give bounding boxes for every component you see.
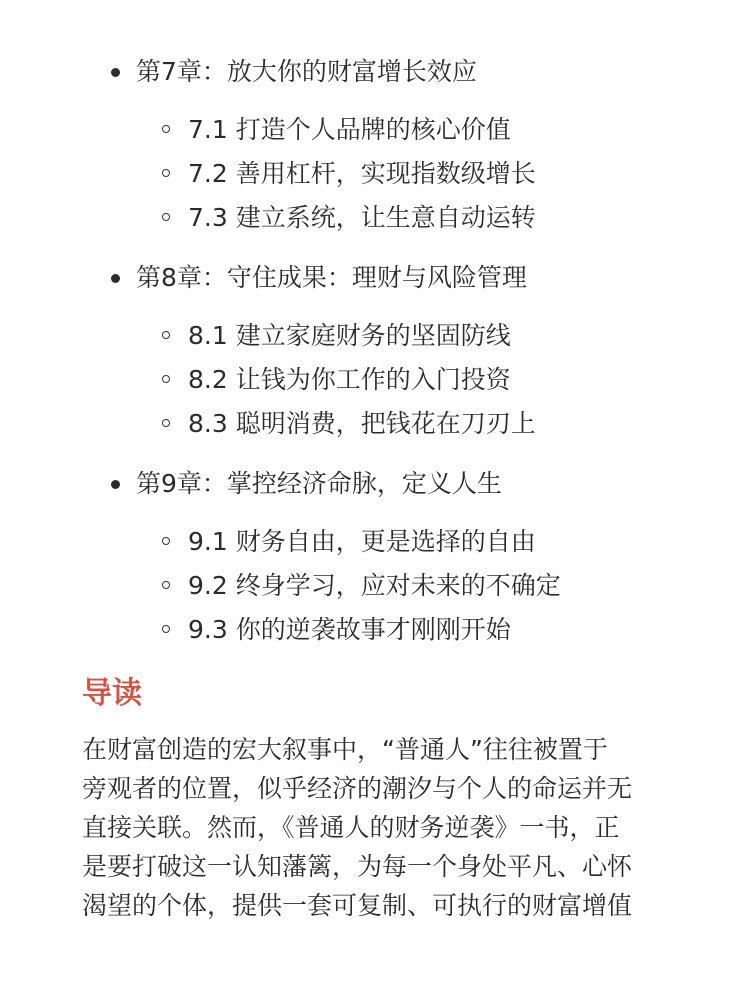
paragraph-line: 直接关联。然而，《普通人的财务逆袭》一书，正 <box>82 813 620 842</box>
circle-bullet-icon <box>162 419 170 427</box>
intro-heading: 导读 <box>82 676 142 711</box>
section-list <box>110 520 710 652</box>
section-item <box>110 608 710 652</box>
chapter-title: 第9章：掌控经济命脉，定义人生 <box>136 469 502 498</box>
paragraph-line: 在财富创造的宏大叙事中，“普通人”往往被置于 <box>82 735 608 764</box>
circle-bullet-icon <box>162 213 170 221</box>
paragraph-line: 旁观者的位置，似乎经济的潮汐与个人的命运并无 <box>82 774 633 803</box>
chapter-outline <box>110 52 710 670</box>
section-title: 8.2 让钱为你工作的入门投资 <box>188 365 511 394</box>
chapter-item <box>110 258 710 446</box>
chapter-title: 第8章：守住成果：理财与风险管理 <box>136 263 527 292</box>
chapter-item <box>110 52 710 240</box>
section-item <box>110 520 710 564</box>
chapter-title: 第7章：放大你的财富增长效应 <box>136 57 477 86</box>
circle-bullet-icon <box>162 625 170 633</box>
section-title: 8.3 聪明消费，把钱花在刀刃上 <box>188 409 536 438</box>
section-item <box>110 108 710 152</box>
section-title: 9.1 财务自由，更是选择的自由 <box>188 527 536 556</box>
section-list <box>110 108 710 240</box>
circle-bullet-icon <box>162 581 170 589</box>
section-item <box>110 152 710 196</box>
section-item <box>110 402 710 446</box>
chapter-row <box>110 464 710 504</box>
chapter-item <box>110 464 710 652</box>
chapter-row <box>110 258 710 298</box>
circle-bullet-icon <box>162 537 170 545</box>
section-item <box>110 196 710 240</box>
circle-bullet-icon <box>162 169 170 177</box>
circle-bullet-icon <box>162 331 170 339</box>
section-title: 7.1 打造个人品牌的核心价值 <box>188 115 511 144</box>
disc-bullet-icon <box>111 480 120 489</box>
section-item <box>110 564 710 608</box>
section-title: 7.3 建立系统，让生意自动运转 <box>188 203 536 232</box>
section-list <box>110 314 710 446</box>
disc-bullet-icon <box>111 274 120 283</box>
disc-bullet-icon <box>111 68 120 77</box>
chapter-row <box>110 52 710 92</box>
paragraph-line: 渴望的个体，提供一套可复制、可执行的财富增值 <box>82 891 633 920</box>
circle-bullet-icon <box>162 375 170 383</box>
intro-paragraph <box>82 730 672 925</box>
section-title: 9.2 终身学习，应对未来的不确定 <box>188 571 561 600</box>
circle-bullet-icon <box>162 125 170 133</box>
section-item <box>110 358 710 402</box>
section-title: 7.2 善用杠杆，实现指数级增长 <box>188 159 536 188</box>
section-title: 9.3 你的逆袭故事才刚刚开始 <box>188 615 511 644</box>
paragraph-line: 是要打破这一认知藩篱，为每一个身处平凡、心怀 <box>82 852 633 881</box>
section-title: 8.1 建立家庭财务的坚固防线 <box>188 321 511 350</box>
section-item <box>110 314 710 358</box>
